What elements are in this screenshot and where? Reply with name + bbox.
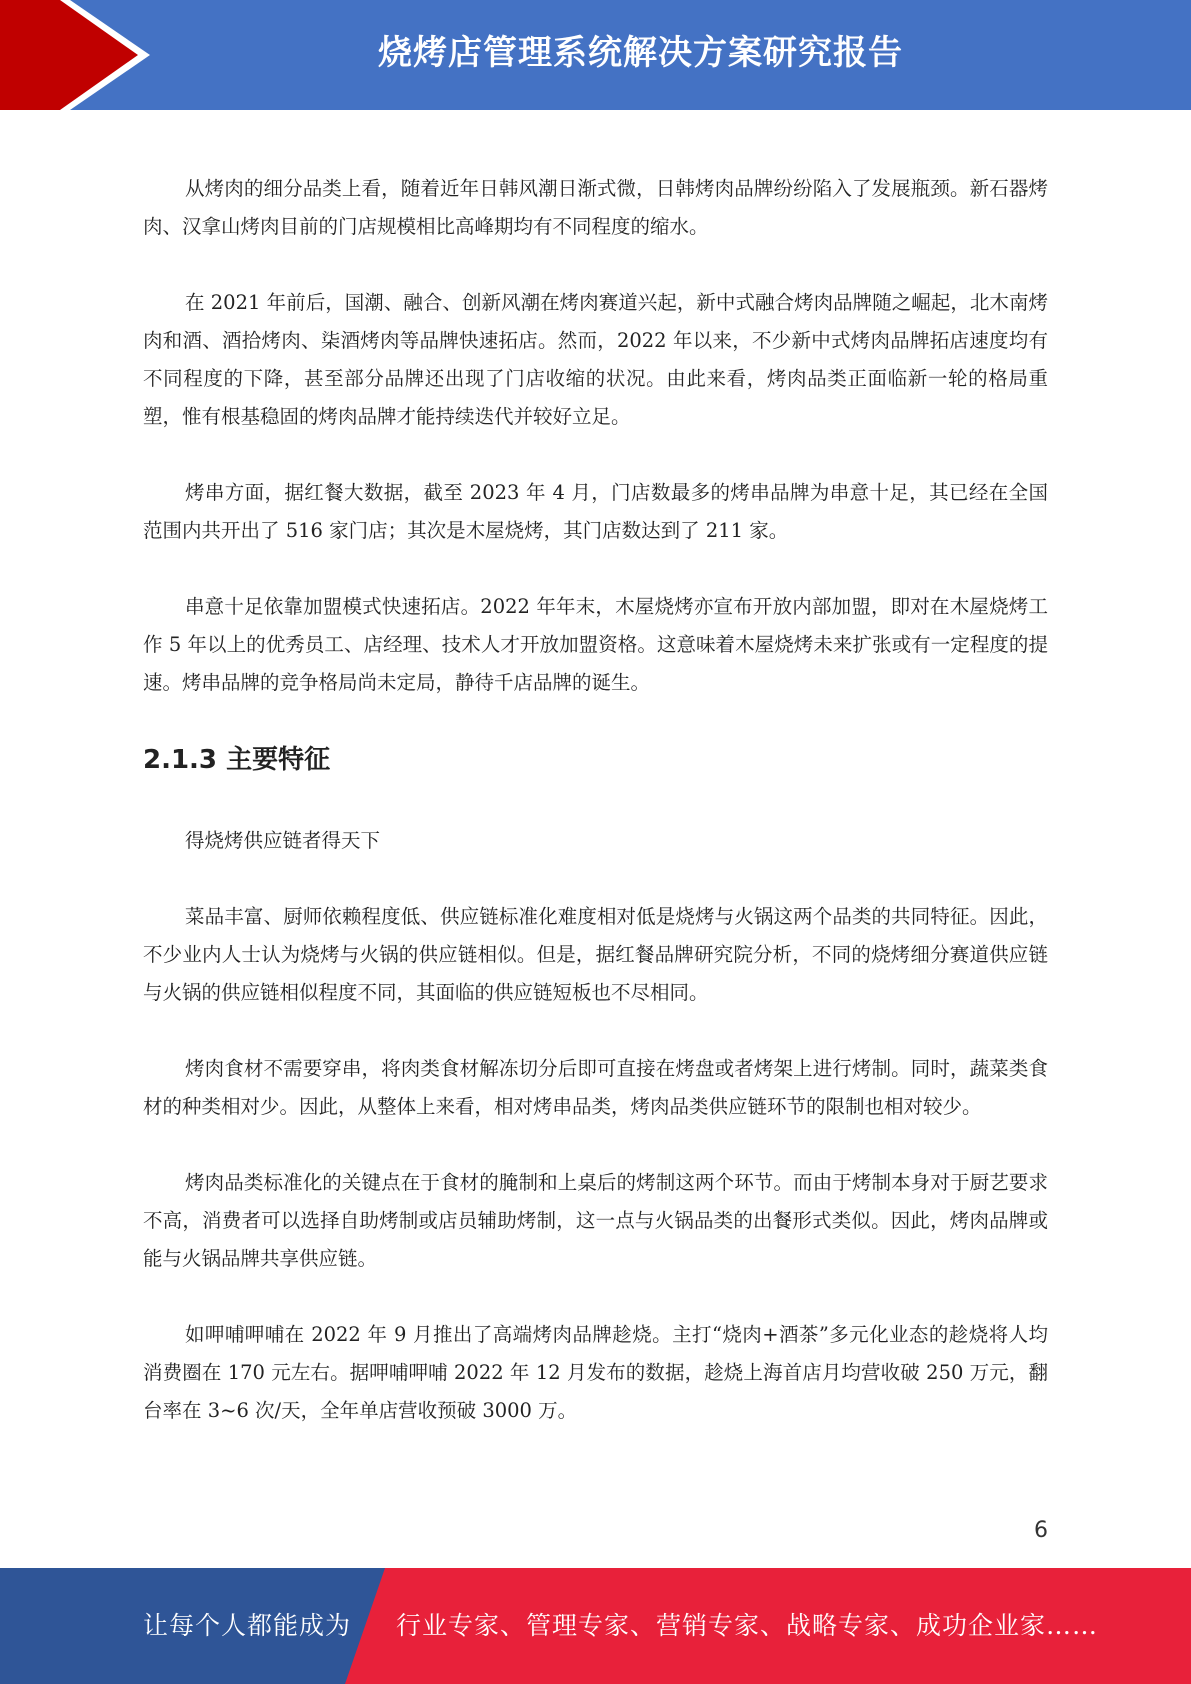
section-heading: 2.1.3 主要特征 [143,745,331,775]
paragraph: 如呷哺呷哺在 2022 年 9 月推出了高端烤肉品牌趁烧。主打“烧肉+酒茶”多元化业态的趁烧将人均消费圈在 170 元左右。据呷哺呷哺 2022 年 12 月发布的数据，趁烧上海首店月均营收破 250 万元，翻台率在 3~6 次/天，全年单店营收预破 3000 万。 [143,1323,1048,1422]
footer-slogan-right: 行业专家、管理专家、营销专家、战略专家、成功企业家…… [396,1611,1099,1640]
paragraph: 菜品丰富、厨师依赖程度低、供应链标准化难度相对低是烧烤与火锅这两个品类的共同特征。因此，不少业内人士认为烧烤与火锅的供应链相似。但是，据红餐品牌研究院分析，不同的烧烤细分赛道供应链与火锅的供应链相似程度不同，其面临的供应链短板也不尽相同。 [143,905,1048,1004]
header-red-arrow [0,0,138,110]
paragraph: 串意十足依靠加盟模式快速拓店。2022 年年末，木屋烧烤亦宣布开放内部加盟，即对在木屋烧烤工作 5 年以上的优秀员工、店经理、技术人才开放加盟资格。这意味着木屋烧烤未来扩张或有一定程度的提速。烤串品牌的竞争格局尚未定局，静待千店品牌的诞生。 [143,595,1048,694]
paragraph: 烤串方面，据红餐大数据，截至 2023 年 4 月，门店数最多的烤串品牌为串意十足，其已经在全国范围内共开出了 516 家门店；其次是木屋烧烤，其门店数达到了 211 家。 [143,481,1048,542]
paragraph: 烤肉食材不需要穿串，将肉类食材解冻切分后即可直接在烤盘或者烤架上进行烤制。同时，蔬菜类食材的种类相对少。因此，从整体上来看，相对烤串品类，烤肉品类供应链环节的限制也相对较少。 [143,1057,1048,1118]
page-footer [0,1568,1191,1684]
page-number: 6 [1034,1518,1048,1543]
main-content [143,170,1048,1468]
footer-slogan-left: 让每个人都能成为 [143,1611,352,1640]
page-header [0,0,1191,110]
report-title: 烧烤店管理系统解决方案研究报告 [378,33,903,73]
paragraph: 在 2021 年前后，国潮、融合、创新风潮在烤肉赛道兴起，新中式融合烤肉品牌随之崛起，北木南烤肉和酒、酒拾烤肉、柒酒烤肉等品牌快速拓店。然而，2022 年以来，不少新中式烤肉品牌拓店速度均有不同程度的下降，甚至部分品牌还出现了门店收缩的状况。由此来看，烤肉品类正面临新一轮的格局重塑，惟有根基稳固的烤肉品牌才能持续迭代并较好立足。 [143,291,1048,428]
paragraph: 从烤肉的细分品类上看，随着近年日韩风潮日渐式微，日韩烤肉品牌纷纷陷入了发展瓶颈。新石器烤肉、汉拿山烤肉目前的门店规模相比高峰期均有不同程度的缩水。 [143,177,1048,238]
paragraph: 得烧烤供应链者得天下 [185,829,381,852]
paragraph: 烤肉品类标准化的关键点在于食材的腌制和上桌后的烤制这两个环节。而由于烤制本身对于厨艺要求不高，消费者可以选择自助烤制或店员辅助烤制，这一点与火锅品类的出餐形式类似。因此，烤肉品牌或能与火锅品牌共享供应链。 [143,1171,1048,1270]
